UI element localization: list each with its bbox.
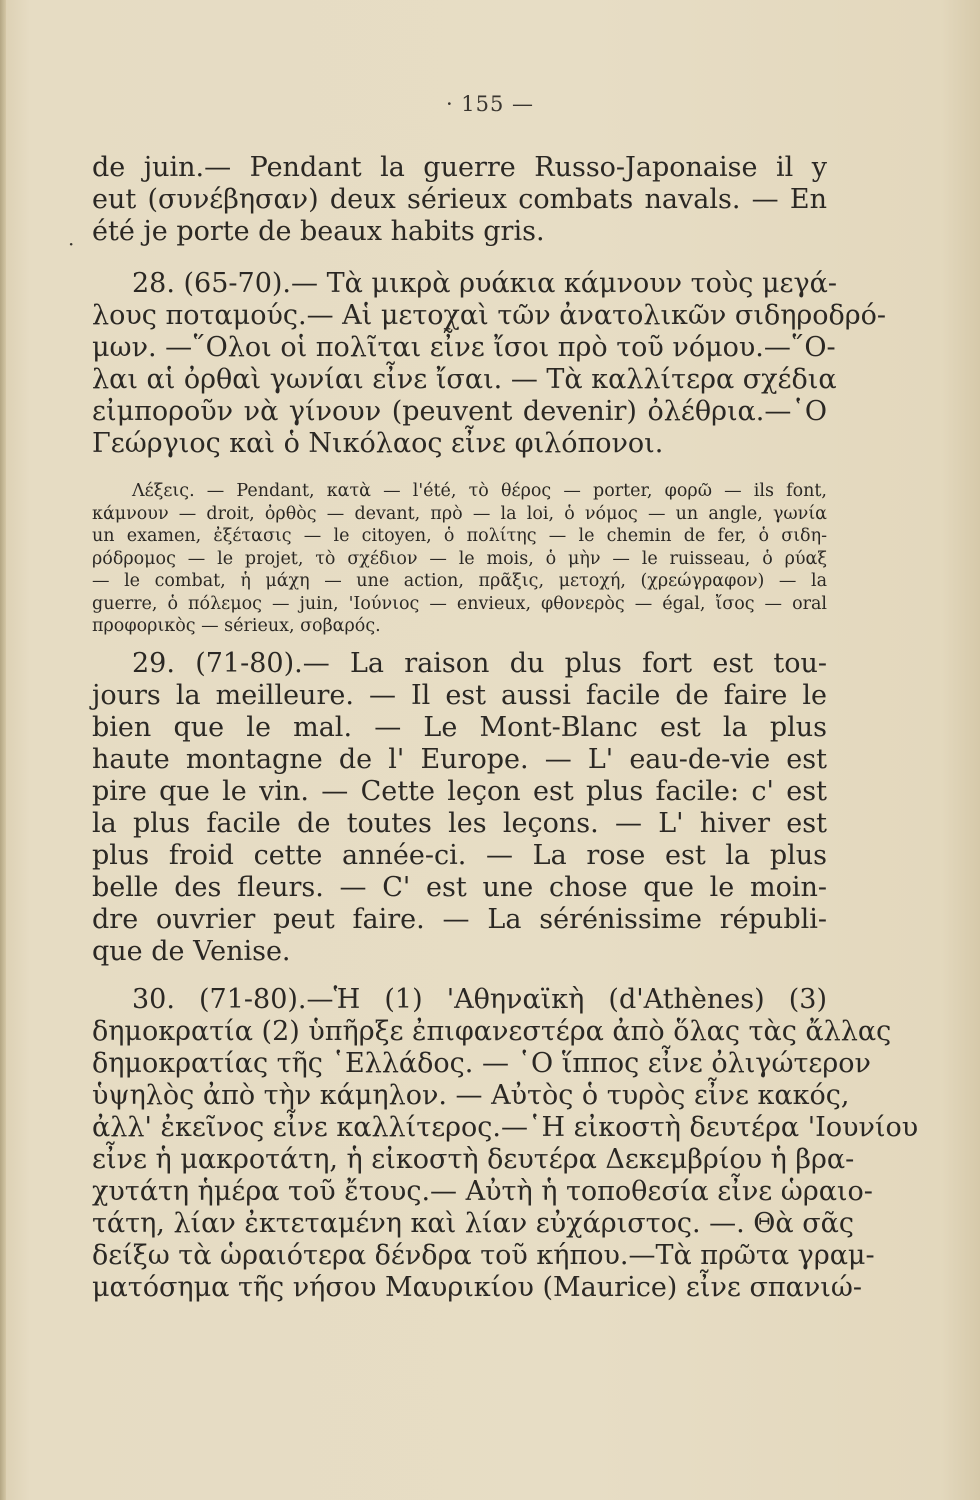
text-line: 30. (71-80).—Ἡ (1) 'Αθηναϊκὴ (d'Athènes) (3) [132, 984, 827, 1015]
exercise-30 [92, 984, 919, 1304]
text-line: εἶνε ἡ μακροτάτη, ἡ εἰκοστὴ δευτέρα Δεκεμβρίου ἡ βρα- [92, 1144, 855, 1175]
vocab-line: προφορικὸς — sérieux, σοβαρός. [92, 616, 381, 636]
exercise-29 [92, 648, 827, 968]
vocab-line: un examen, ἐξέτασις — le citoyen, ὁ πολίτης — le chemin de fer, ὁ σιδη- [92, 526, 827, 546]
text-line: de juin.— Pendant la guerre Russo-Japonaise il y [92, 152, 827, 183]
paragraph-continuation [92, 152, 827, 248]
text-line: Γεώργιος καὶ ὁ Νικόλαος εἶνε φιλόπονοι. [92, 428, 664, 459]
text-line: la plus facile de toutes les leçons. — L' hiver est [92, 808, 827, 839]
vocab-line: Λέξεις. — Pendant, κατὰ — l'été, τὸ θέρος — porter, φορῶ — ils font, [132, 481, 827, 501]
vocab-line: κάμνουν — droit, ὀρθὸς — devant, πρὸ — la loi, ὁ νόμος — un angle, γωνία [92, 503, 827, 524]
text-line: δείξω τὰ ὡραιότερα δένδρα τοῦ κήπου.—Τὰ πρῶτα γραμ- [92, 1240, 875, 1271]
text-line: 29. (71-80).— La raison du plus fort est tou- [132, 648, 827, 679]
text-line: δημοκρατίας τῆς ῾Ελλάδος. — ῾Ο ἵππος εἶνε ὀλιγώτερον [92, 1048, 871, 1079]
text-line: pire que le vin. — Cette leçon est plus facile: c' est [92, 776, 827, 807]
page-number: · 155 — [445, 92, 535, 116]
text-line: ματόσημα τῆς νήσου Μαυρικίου (Maurice) εἶνε σπανιώ- [92, 1272, 863, 1303]
page-edge [0, 0, 6, 1500]
vocabulary-list [92, 480, 827, 638]
vocab-line: ρόδρομος — le projet, τὸ σχέδιον — le mois, ὁ μὴν — le ruisseau, ὁ ρύαξ [92, 548, 827, 569]
text-line: dre ouvrier peut faire. — La sérénissime républi- [92, 904, 827, 935]
text-line: été je porte de beaux habits gris. [92, 216, 545, 247]
text-line: εἰμπορoῦν νὰ γίνουν (peuvent devenir) ὀλέθρια.—῾Ο [92, 396, 827, 427]
text-line: λους ποταμούς.— Αἱ μετοχαὶ τῶν ἀνατολικῶν σιδηροδρό- [92, 300, 887, 331]
text-line: haute montagne de l' Europe. — L' eau-de-vie est [92, 744, 827, 775]
text-line: belle des fleurs. — C' est une chose que le moin- [92, 872, 827, 903]
text-line: μων. —῞Ολοι οἱ πολῖται εἶνε ἴσοι πρὸ τοῦ νόμου.—῞Ο- [92, 332, 836, 363]
text-line: τάτη, λίαν ἐκτεταμένη καὶ λίαν εὐχάριστος. —. Θὰ σᾶς [92, 1208, 855, 1239]
text-line: ἀλλ' ἐκεῖνος εἶνε καλλίτερος.—῾Η εἰκοστὴ δευτέρα 'Ιουνίου [92, 1112, 919, 1143]
text-line: δημοκρατία (2) ὑπῆρξε ἐπιφανεστέρα ἀπὸ ὅλας τὰς ἄλλας [92, 1016, 892, 1047]
vocab-line: guerre, ὁ πόλεμος — juin, 'Ιούνιος — envieux, φθονερὸς — égal, ἴσος — oral [92, 593, 827, 614]
text-line: que de Venise. [92, 936, 291, 967]
text-line: jours la meilleure. — Il est aussi facile de faire le [92, 680, 827, 711]
text-line: ὑψηλὸς ἀπὸ τὴν κάμηλον. — Αὐτὸς ὁ τυρὸς εἶνε κακός, [92, 1080, 850, 1111]
text-line: eut (συνέβησαν) deux sérieux combats navals. — En [92, 184, 827, 215]
text-line: plus froid cette année-ci. — La rose est la plus [92, 840, 827, 871]
exercise-28 [92, 268, 887, 460]
vocab-line: — le combat, ἡ μάχη — une action, πρᾶξις, μετοχή, (χρεώγραφον) — la [92, 571, 827, 591]
margin-mark: · [68, 232, 75, 256]
text-line: bien que le mal. — Le Mont-Blanc est la plus [92, 712, 827, 743]
text-line: 28. (65-70).— Τὰ μικρὰ ρυάκια κάμνουν τοὺς μεγά- [132, 268, 837, 299]
text-line: λαι αἱ ὀρθαὶ γωνίαι εἶνε ἴσαι. — Τὰ καλλίτερα σχέδια [92, 364, 837, 395]
text-line: χυτάτη ἡμέρα τοῦ ἔτους.— Αὐτὴ ἡ τοποθεσία εἶνε ὡραιο- [92, 1176, 873, 1207]
